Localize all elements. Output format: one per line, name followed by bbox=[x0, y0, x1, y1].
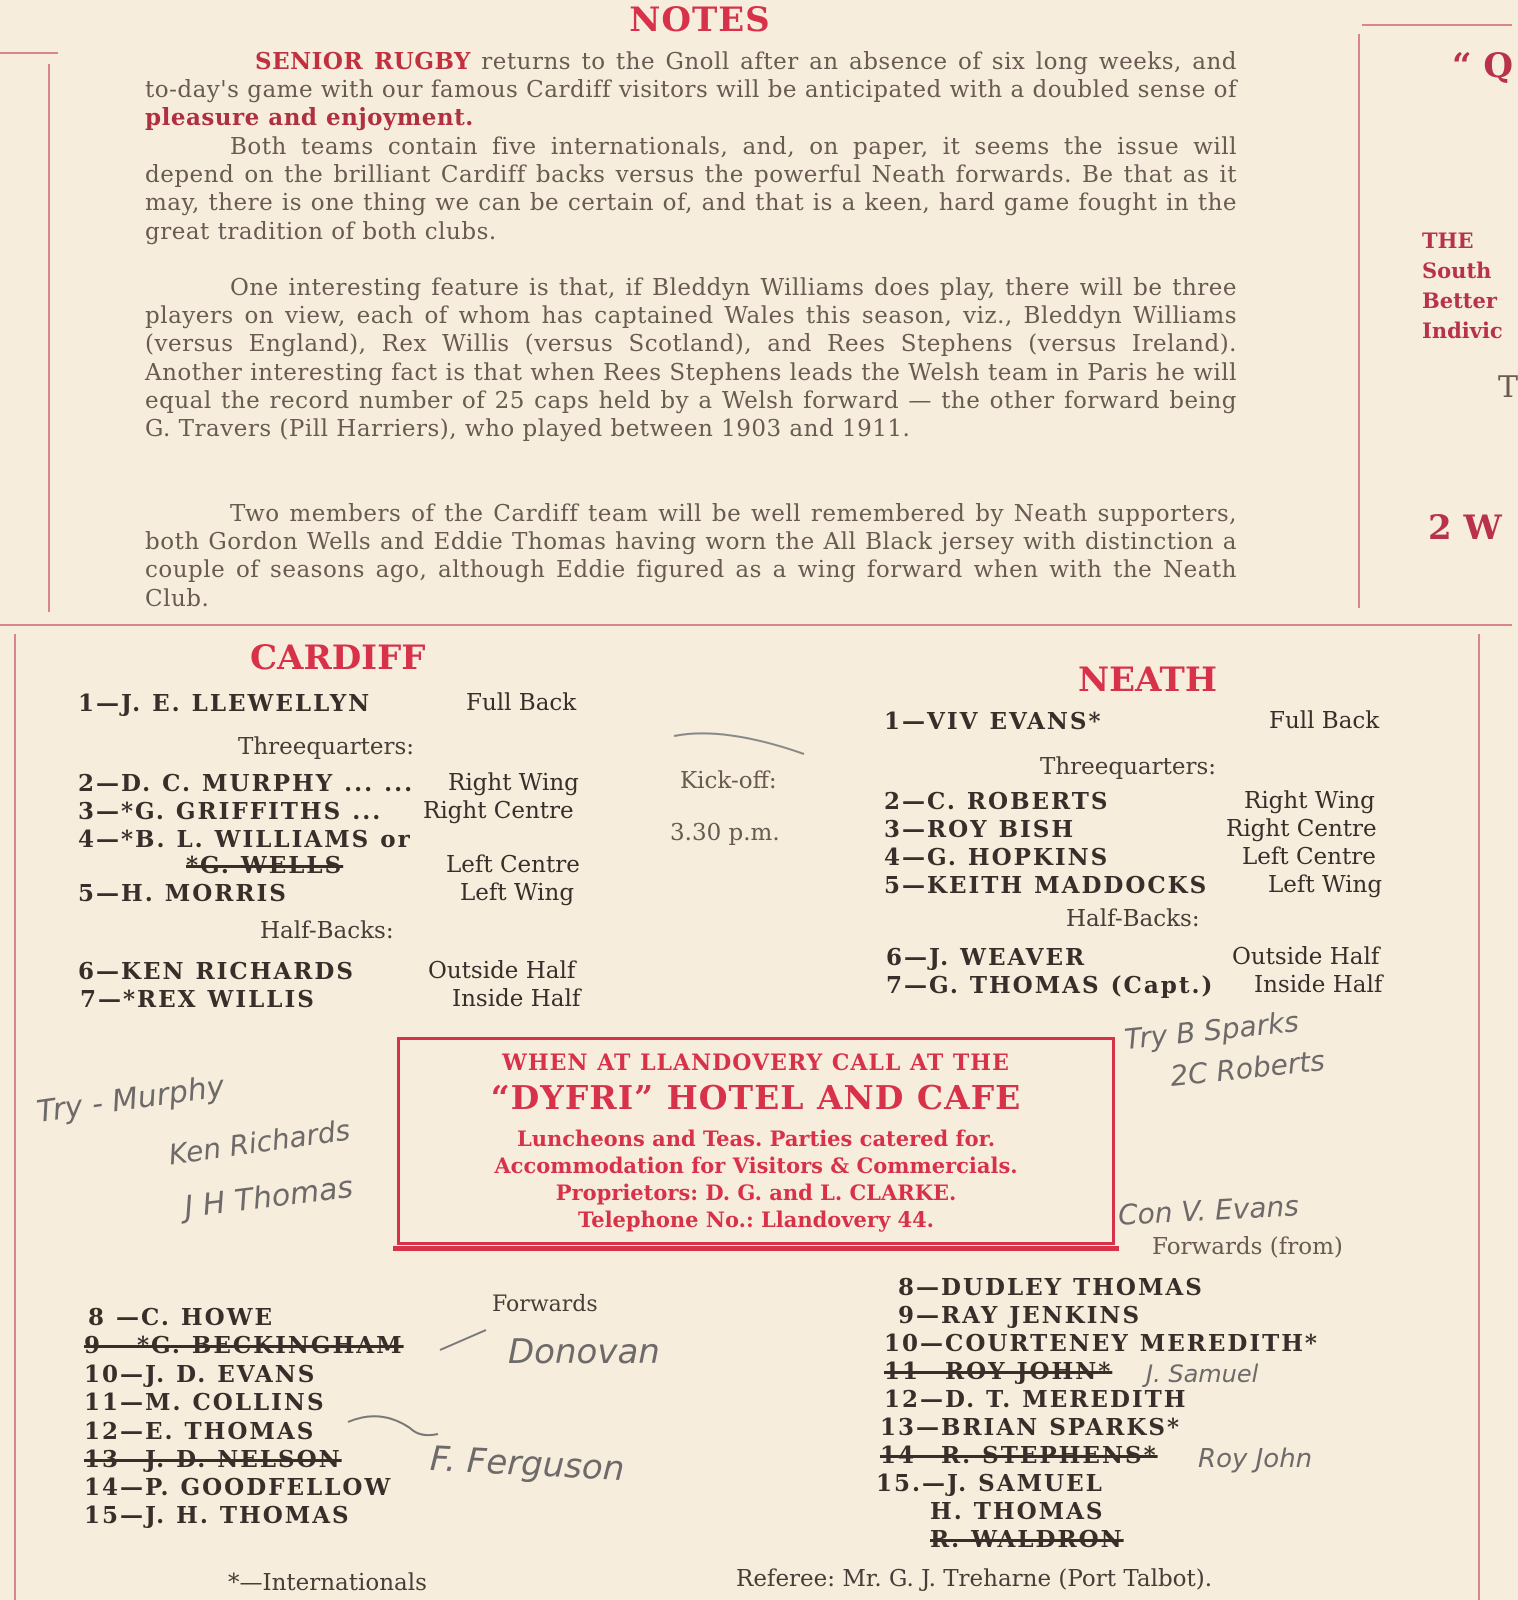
player-position: Right Wing bbox=[448, 770, 579, 796]
player-position: Left Centre bbox=[446, 852, 580, 878]
player-name: 3—ROY BISH bbox=[884, 816, 1076, 843]
senior-rugby-lead: SENIOR RUGBY bbox=[255, 48, 471, 75]
cardiff-player-6 bbox=[78, 958, 618, 985]
cardiff-threequarters-header: Threequarters: bbox=[238, 734, 415, 760]
handwritten-jh-thomas: J H Thomas bbox=[182, 1169, 355, 1226]
player-position: Left Centre bbox=[1242, 844, 1376, 870]
neath-forwards-header: Forwards (from) bbox=[1152, 1234, 1343, 1260]
notes-paragraph-4: Two members of the Cardiff team will be well remembered by Neath supporters, both Gordon Wells and Eddie Thomas having worn the All Black jersey with distinction a couple of seasons ago, although Eddie figured as a wing forward when with the Neath Club. bbox=[145, 501, 1237, 612]
cardiff-player-4 bbox=[78, 826, 618, 853]
player-position: Right Centre bbox=[423, 798, 574, 824]
top-left-rule bbox=[0, 52, 58, 54]
top-right-rule bbox=[1362, 24, 1512, 26]
pencil-arrow-icon bbox=[340, 1400, 450, 1460]
cardiff-forward-12 bbox=[84, 1418, 315, 1445]
player-name: 12—D. T. MEREDITH bbox=[884, 1386, 1188, 1413]
neath-forward-8 bbox=[898, 1274, 1204, 1301]
player-position: Right Centre bbox=[1226, 816, 1377, 842]
player-position: Outside Half bbox=[1232, 944, 1380, 970]
cardiff-halfbacks-header: Half-Backs: bbox=[260, 918, 394, 944]
pencil-tick-icon bbox=[436, 1320, 516, 1360]
player-position: Full Back bbox=[1269, 708, 1380, 734]
handwritten-ferguson: F. Ferguson bbox=[429, 1438, 626, 1490]
ad-line-5: Proprietors: D. G. and L. CLARKE. bbox=[555, 1180, 957, 1205]
team-left-border bbox=[14, 634, 16, 1600]
cardiff-forward-14 bbox=[84, 1474, 392, 1501]
neath-forward-15b bbox=[930, 1498, 1105, 1525]
neath-forward-15c bbox=[930, 1526, 1124, 1553]
neath-forward-14 bbox=[880, 1442, 1158, 1469]
cardiff-forward-8 bbox=[88, 1304, 274, 1331]
player-name: 10—J. D. EVANS bbox=[84, 1361, 317, 1388]
player-name: 10—COURTENEY MEREDITH* bbox=[884, 1330, 1319, 1357]
player-name: 1—VIV EVANS* bbox=[884, 708, 1103, 735]
neath-threequarters-header: Threequarters: bbox=[1040, 754, 1217, 780]
edge-south: South bbox=[1422, 258, 1492, 283]
handwritten-try-cardiff: Try - Murphy bbox=[34, 1069, 227, 1130]
player-name: *G. WELLS bbox=[186, 852, 344, 879]
cardiff-forward-10 bbox=[84, 1361, 316, 1388]
player-name: 4—G. HOPKINS bbox=[884, 844, 1110, 871]
player-name: 6—J. WEAVER bbox=[886, 944, 1087, 971]
cardiff-player-4b bbox=[78, 852, 618, 879]
referee-line: Referee: Mr. G. J. Treharne (Port Talbot). bbox=[736, 1566, 1213, 1592]
kickoff-label: Kick-off: bbox=[680, 768, 777, 794]
neath-player-4 bbox=[884, 844, 1424, 871]
player-name: 8 —C. HOWE bbox=[88, 1304, 275, 1331]
kickoff-time: 3.30 p.m. bbox=[670, 820, 780, 846]
player-name: 13—J. D. NELSON bbox=[84, 1446, 342, 1473]
player-name: 13—BRIAN SPARKS* bbox=[880, 1414, 1182, 1441]
cardiff-fullback bbox=[78, 690, 618, 717]
ad-line-6: Telephone No.: Llandovery 44. bbox=[577, 1207, 934, 1232]
cardiff-player-3 bbox=[78, 798, 618, 825]
neath-forward-9 bbox=[898, 1302, 1141, 1329]
edge-individual: Indivic bbox=[1422, 318, 1503, 343]
dyfri-hotel-advert bbox=[397, 1037, 1115, 1245]
cardiff-player-5 bbox=[78, 880, 618, 907]
player-name: 1—J. E. LLEWELLYN bbox=[78, 690, 372, 717]
edge-t: T bbox=[1498, 370, 1518, 405]
pencil-mark-icon bbox=[664, 724, 814, 764]
player-name: 9—RAY JENKINS bbox=[898, 1302, 1142, 1329]
neath-forward-12 bbox=[884, 1386, 1188, 1413]
handwritten-donovan: Donovan bbox=[508, 1332, 660, 1372]
player-name: 11—M. COLLINS bbox=[84, 1389, 326, 1416]
cardiff-title: CARDIFF bbox=[250, 638, 426, 678]
player-name: 6—KEN RICHARDS bbox=[78, 958, 355, 985]
notes-title: NOTES bbox=[629, 0, 771, 40]
notes-paragraph-2: Both teams contain five internationals, and, on paper, it seems the issue will depend on the brilliant Cardiff backs versus the powerful Neath forwards. Be that as it may, there is one thing we can be certain of, and that is a keen, hard game fought in the great tradition of both clubs. bbox=[145, 134, 1237, 245]
edge-quote: “ Q bbox=[1452, 46, 1514, 86]
neath-player-3 bbox=[884, 816, 1424, 843]
neath-player-7 bbox=[886, 972, 1426, 999]
player-name: 12—E. THOMAS bbox=[84, 1418, 316, 1445]
neath-player-5 bbox=[884, 872, 1424, 899]
player-name: 15.—J. SAMUEL bbox=[876, 1470, 1104, 1497]
ad-line-3: Luncheons and Teas. Parties catered for. bbox=[516, 1126, 996, 1151]
cardiff-forward-11 bbox=[84, 1389, 326, 1416]
neath-player-2 bbox=[884, 788, 1424, 815]
player-position: Left Wing bbox=[1268, 872, 1383, 898]
neath-forward-13 bbox=[880, 1414, 1181, 1441]
player-position: Outside Half bbox=[428, 958, 576, 984]
ad-line-1: WHEN AT LLANDOVERY CALL AT THE bbox=[502, 1050, 1010, 1076]
neath-forward-15 bbox=[876, 1470, 1104, 1497]
ad-bottom-rule bbox=[393, 1246, 1119, 1251]
internationals-footnote: *—Internationals bbox=[228, 1570, 427, 1596]
notes-paragraph-1-tail: pleasure and enjoyment. bbox=[145, 104, 474, 132]
player-name: 5—H. MORRIS bbox=[78, 880, 288, 907]
neath-title: NEATH bbox=[1078, 660, 1217, 700]
ad-line-2: “DYFRI” HOTEL AND CAFE bbox=[490, 1078, 1022, 1117]
cardiff-forward-15 bbox=[84, 1502, 351, 1529]
handwritten-con-evans: Con V. Evans bbox=[1117, 1189, 1300, 1232]
player-position: Left Wing bbox=[460, 880, 575, 906]
cardiff-player-2 bbox=[78, 770, 618, 797]
player-name: 9 —*G. BECKINGHAM bbox=[84, 1332, 404, 1359]
player-name: 5—KEITH MADDOCKS bbox=[884, 872, 1209, 899]
player-name: 7—G. THOMAS (Capt.) bbox=[886, 972, 1215, 999]
edge-two-w: 2 W bbox=[1428, 508, 1502, 548]
player-position: Right Wing bbox=[1244, 788, 1375, 814]
cardiff-player-7 bbox=[80, 986, 620, 1013]
player-name: 15—J. H. THOMAS bbox=[84, 1502, 351, 1529]
player-name: 14—R. STEPHENS* bbox=[880, 1442, 1158, 1469]
neath-fullback bbox=[884, 708, 1424, 735]
handwritten-2c-roberts: 2C Roberts bbox=[1168, 1043, 1327, 1094]
handwritten-ken-richards: Ken Richards bbox=[166, 1113, 353, 1172]
handwritten-samuel: J. Samuel bbox=[1146, 1360, 1259, 1388]
notes-left-border bbox=[48, 64, 50, 612]
player-name: 2—D. C. MURPHY ... ... bbox=[78, 770, 415, 797]
player-position: Full Back bbox=[466, 690, 577, 716]
player-position: Inside Half bbox=[452, 986, 581, 1012]
player-name: 7—*REX WILLIS bbox=[80, 986, 316, 1013]
section-divider bbox=[0, 624, 1512, 626]
notes-right-border bbox=[1358, 34, 1360, 608]
neath-forward-10 bbox=[884, 1330, 1319, 1357]
ad-line-4: Accommodation for Visitors & Commercials. bbox=[494, 1153, 1018, 1178]
player-name: 4—*B. L. WILLIAMS or bbox=[78, 826, 412, 853]
player-name: H. THOMAS bbox=[930, 1498, 1105, 1525]
player-name: 11—ROY JOHN* bbox=[884, 1358, 1113, 1385]
team-right-border bbox=[1478, 634, 1480, 1600]
player-name: 3—*G. GRIFFITHS ... bbox=[78, 798, 383, 825]
edge-better: Better bbox=[1422, 288, 1497, 313]
player-name: 14—P. GOODFELLOW bbox=[84, 1474, 393, 1501]
cardiff-forward-9 bbox=[84, 1332, 404, 1359]
player-name: R. WALDRON bbox=[930, 1526, 1124, 1553]
player-name: 2—C. ROBERTS bbox=[884, 788, 1110, 815]
player-name: 8—DUDLEY THOMAS bbox=[898, 1274, 1204, 1301]
notes-paragraph-1 bbox=[145, 48, 1237, 133]
player-position: Inside Half bbox=[1254, 972, 1383, 998]
neath-halfbacks-header: Half-Backs: bbox=[1066, 906, 1200, 932]
handwritten-roy-john: Roy John bbox=[1198, 1444, 1313, 1474]
cardiff-forward-13 bbox=[84, 1446, 342, 1473]
neath-player-6 bbox=[886, 944, 1426, 971]
cardiff-forwards-header: Forwards bbox=[492, 1292, 598, 1317]
notes-paragraph-1-text: returns to the Gnoll after an absence of six long weeks, and to-day's game with our famous Cardiff visitors will be anticipated with a doubled sense of bbox=[145, 49, 1237, 104]
edge-the: THE bbox=[1422, 228, 1474, 253]
notes-paragraph-3: One interesting feature is that, if Bleddyn Williams does play, there will be three players on view, each of whom has captained Wales this season, viz., Bleddyn Williams (versus England), Rex Willis (versus Scotland), and Rees Stephens (versus Ireland). Another interesting fact is that when Rees Stephens leads the Welsh team in Paris he will equal the record number of 25 caps held by a Welsh forward — the other forward being G. Travers (Pill Harriers), who played between 1903 and 1911. bbox=[145, 275, 1237, 443]
neath-forward-11 bbox=[884, 1358, 1112, 1385]
handwritten-try-neath: Try B Sparks bbox=[1122, 1004, 1301, 1057]
